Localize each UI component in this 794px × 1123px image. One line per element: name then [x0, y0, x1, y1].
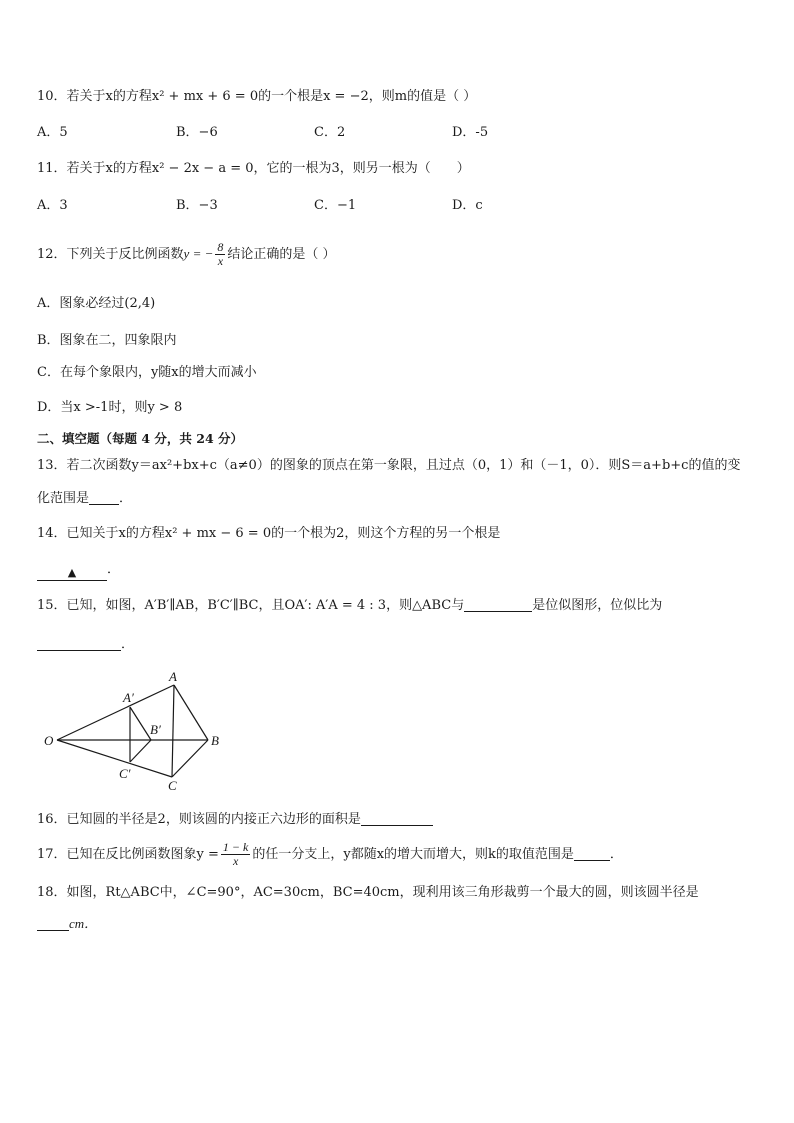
q16-answer-blank: [361, 811, 433, 826]
q13-answer-blank: [89, 490, 119, 505]
q13-line2: [37, 490, 132, 508]
q17-before: 17．已知在反比例函数图象y =: [37, 847, 219, 862]
q18-line2: [37, 915, 97, 934]
q17-line: [37, 840, 623, 870]
q12-stem-after: 结论正确的是（ ）: [227, 247, 336, 262]
q12-option-b: B．图象在二，四象限内: [37, 333, 177, 348]
q10-stem: 10．若关于x的方程x² + mx + 6 = 0的一个根是x = −2，则m的值是（ ）: [37, 89, 477, 104]
q14-answer-blank: [37, 566, 107, 581]
q14-line1: 14．已知关于x的方程x² + mx − 6 = 0的一个根为2，则这个方程的另一个根是: [37, 526, 501, 541]
q18-line1: 18．如图，Rt△ABC中，∠C=90°，AC=30cm，BC=40cm，现利用该三角形裁剪一个最大的圆，则该圆半径是: [37, 885, 699, 900]
q15-line1: [37, 597, 662, 615]
q11-option-c: C．−1: [314, 198, 357, 213]
q17-answer-blank: [574, 846, 610, 861]
q12-func-lhs: y = −: [183, 246, 214, 261]
q17-frac-num: 1 − k: [222, 840, 249, 854]
q11-stem: 11．若关于x的方程x² − 2x − a = 0，它的一根为3，则另一根为（ ）: [37, 161, 470, 176]
q10-option-c: C．2: [314, 125, 346, 140]
q16-line: [37, 811, 433, 829]
q17-frac-den: x: [232, 854, 239, 868]
q14-placeholder-mark: ▲: [67, 566, 77, 579]
q15-line2-after: ．: [121, 637, 135, 652]
q18-line2-after: cm．: [69, 916, 98, 931]
q12-stem: [37, 240, 336, 269]
q14-line2-after: ．: [107, 562, 121, 577]
label-C-prime: C′: [119, 766, 131, 781]
line-O-C: [57, 740, 172, 777]
side-A2-B2: [130, 707, 151, 740]
label-B-prime: B′: [150, 722, 161, 737]
q10-option-a: A．5: [37, 125, 68, 140]
q16-text: 16．已知圆的半径是2，则该圆的内接正六边形的面积是: [37, 812, 361, 827]
label-A-prime: A′: [123, 690, 134, 705]
q17-after: 的任一分支上，y都随x的增大而增大，则k的取值范围是: [252, 847, 574, 862]
q11-option-a: A．3: [37, 198, 68, 213]
q14-line2: [37, 561, 120, 581]
q12-option-c: C．在每个象限内，y随x的增大而减小: [37, 365, 257, 380]
q10-option-d: D．-5: [452, 125, 489, 140]
q12-frac-den: x: [217, 254, 224, 268]
q12-frac-num: 8: [217, 240, 224, 254]
q15-answer-blank-1: [464, 597, 532, 612]
q15-answer-blank-2: [37, 636, 121, 651]
q12-fraction: [215, 241, 225, 268]
q13-line1: 13．若二次函数y＝ax²+bx+c（a≠0）的图象的顶点在第一象限，且过点（0，1）和（－1，0）．则S＝a+b+c的值的变: [37, 458, 741, 473]
q11-option-d: D．c: [452, 198, 483, 213]
q15-line2: [37, 636, 134, 654]
section-title: 二、填空题（每题 4 分，共 24 分）: [37, 431, 244, 446]
q12-option-a: A．图象必经过(2,4): [37, 296, 156, 311]
q15-line1-after: 是位似图形，位似比为: [532, 598, 663, 613]
side-A-C: [172, 685, 174, 777]
q17-fraction: [221, 841, 250, 868]
side-A-B: [174, 685, 208, 740]
q13-line2-before: 化范围是: [37, 491, 90, 506]
q11-option-b: B．−3: [176, 198, 218, 213]
label-A: A: [169, 669, 177, 684]
side-B2-C2: [130, 740, 151, 762]
q18-answer-blank: [37, 916, 69, 931]
q13-line2-after: ．: [119, 491, 133, 506]
q17-end: ．: [609, 847, 623, 862]
label-O: O: [44, 733, 54, 748]
side-B-C: [172, 740, 208, 777]
q12-option-d: D．当x >-1时，则y > 8: [37, 400, 183, 415]
q10-option-b: B．−6: [176, 125, 218, 140]
q15-line1-before: 15．已知，如图，A′B′∥AB，B′C′∥BC，且OA′: A′A = 4 : 3，则△ABC与: [37, 598, 465, 613]
similar-triangles-figure: [30, 665, 230, 800]
q12-stem-before: 12．下列关于反比例函数: [37, 247, 184, 262]
label-C: C: [168, 778, 177, 793]
label-B: B: [211, 733, 219, 748]
